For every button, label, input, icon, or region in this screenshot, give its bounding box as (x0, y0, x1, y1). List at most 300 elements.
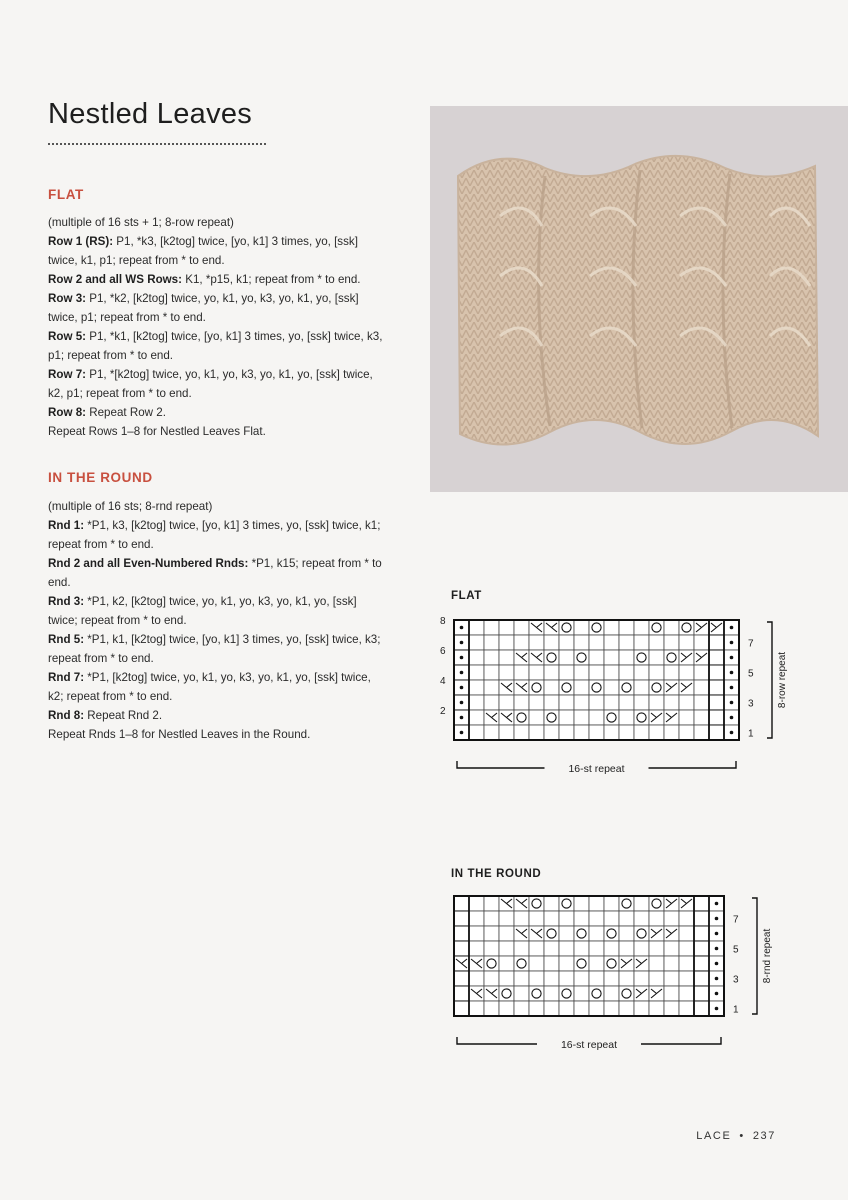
row-number: 2 (440, 706, 446, 717)
chart-cell (604, 710, 619, 725)
chart-cell (559, 680, 574, 695)
chart-cell (499, 725, 514, 740)
round-line-label: Rnd 7: (48, 671, 85, 684)
row-number: 5 (748, 668, 754, 680)
purl-symbol (730, 671, 734, 675)
chart-cell (559, 725, 574, 740)
round-line-label: Rnd 2 and all Even-Numbered Rnds: (48, 557, 249, 570)
chart-cell (514, 1001, 529, 1016)
flat-line-3 (48, 289, 386, 327)
round-line-label: Rnd 8: (48, 709, 85, 722)
chart-cell (694, 680, 709, 695)
round-line-label: Rnd 1: (48, 519, 85, 532)
round-chart-label: IN THE ROUND (451, 868, 542, 880)
chart-cell (634, 665, 649, 680)
chart-cell (559, 956, 574, 971)
chart-cell (604, 956, 619, 971)
chart-cell (544, 911, 559, 926)
chart-cell (469, 725, 484, 740)
flat-line-6 (48, 403, 386, 422)
chart-cell (589, 635, 604, 650)
purl-symbol (730, 626, 734, 630)
chart-cell (649, 695, 664, 710)
chart-cell (619, 911, 634, 926)
row-number: 3 (748, 698, 754, 710)
purl-symbol (715, 902, 719, 906)
purl-symbol (715, 947, 719, 951)
chart-cell (604, 896, 619, 911)
chart-cell (694, 635, 709, 650)
chart-cell (634, 941, 649, 956)
chart-cell (544, 941, 559, 956)
chart-cell (589, 941, 604, 956)
chart-cell (559, 911, 574, 926)
purl-symbol (730, 701, 734, 705)
knitted-swatch-image (430, 106, 848, 492)
chart-cell (679, 926, 694, 941)
purl-symbol (460, 671, 464, 675)
flat-heading: FLAT (48, 187, 84, 202)
chart-cell (649, 635, 664, 650)
chart-cell (634, 710, 649, 725)
round-line-label: Rnd 3: (48, 595, 85, 608)
flat-line-label: Row 3: (48, 292, 87, 305)
flat-line-text: Repeat Row 2. (86, 406, 166, 419)
chart-cell (574, 665, 589, 680)
chart-cell (589, 680, 604, 695)
chart-cell (514, 695, 529, 710)
round-heading: IN THE ROUND (48, 470, 153, 485)
chart-cell (499, 941, 514, 956)
chart-cell (514, 941, 529, 956)
chart-cell (679, 911, 694, 926)
row-number: 1 (748, 728, 754, 740)
chart-cell (529, 710, 544, 725)
chart-cell (514, 956, 529, 971)
flat-line-2 (48, 270, 386, 289)
chart-cell (544, 725, 559, 740)
chart-cell (574, 956, 589, 971)
chart-cell (649, 896, 664, 911)
chart-cell (634, 926, 649, 941)
chart-cell (574, 680, 589, 695)
chart-cell (649, 971, 664, 986)
flat-chart (420, 612, 788, 788)
chart-cell (709, 635, 724, 650)
chart-cell (559, 665, 574, 680)
purl-symbol (460, 716, 464, 720)
chart-cell (499, 650, 514, 665)
chart-cell (469, 650, 484, 665)
chart-cell (604, 911, 619, 926)
chart-cell (694, 665, 709, 680)
chart-cell (664, 911, 679, 926)
chart-cell (469, 971, 484, 986)
chart-cell (544, 680, 559, 695)
chart-cell (634, 1001, 649, 1016)
chart-cell (484, 695, 499, 710)
chart-cell (709, 725, 724, 740)
chart-cell (544, 971, 559, 986)
chart-cell (664, 635, 679, 650)
purl-symbol (460, 656, 464, 660)
flat-line-text: P1, *k3, [k2tog] twice, [yo, k1] 3 times, yo, [ssk] twice, k1, p1; repeat from * to end. (48, 235, 358, 267)
purl-symbol (460, 701, 464, 705)
chart-cell (529, 725, 544, 740)
flat-line-text: P1, *[k2tog] twice, yo, k1, yo, k3, yo, k1, yo, [ssk] twice, k2, p1; repeat from * to end. (48, 368, 373, 400)
chart-cell (484, 956, 499, 971)
chart-cell (559, 695, 574, 710)
flat-line-label: Row 5: (48, 330, 87, 343)
chart-cell (604, 986, 619, 1001)
chart-cell (634, 620, 649, 635)
purl-symbol (730, 641, 734, 645)
chart-cell (499, 956, 514, 971)
round-line-text: *P1, k2, [k2tog] twice, yo, k1, yo, k3, yo, k1, yo, [ssk] twice; repeat from * to end. (48, 595, 357, 627)
round-line-text: *P1, [k2tog] twice, yo, k1, yo, k3, yo, k1, yo, [ssk] twice, k2; repeat from * to end. (48, 671, 371, 703)
chart-cell (574, 695, 589, 710)
chart-cell (619, 650, 634, 665)
chart-cell (589, 1001, 604, 1016)
chart-cell (664, 956, 679, 971)
chart-cell (529, 956, 544, 971)
chart-cell (559, 635, 574, 650)
chart-cell (604, 725, 619, 740)
chart-cell (484, 896, 499, 911)
purl-symbol (730, 731, 734, 735)
chart-cell (649, 680, 664, 695)
chart-cell (619, 710, 634, 725)
chart-cell (454, 911, 469, 926)
chart-cell (514, 710, 529, 725)
row-repeat-label: 8-rnd repeat (762, 928, 773, 984)
chart-cell (664, 986, 679, 1001)
chart-cell (589, 725, 604, 740)
round-instructions (48, 497, 386, 744)
chart-cell (454, 986, 469, 1001)
row-repeat-bracket (752, 898, 757, 1014)
flat-line-4 (48, 327, 386, 365)
chart-cell (544, 695, 559, 710)
chart-cell (544, 635, 559, 650)
row-number: 6 (440, 646, 446, 657)
chart-cell (634, 695, 649, 710)
footer-section: LACE (696, 1130, 732, 1142)
purl-symbol (730, 716, 734, 720)
chart-cell (694, 926, 709, 941)
chart-cell (694, 695, 709, 710)
chart-cell (514, 725, 529, 740)
row-number: 5 (733, 944, 739, 956)
chart-cell (604, 926, 619, 941)
chart-cell (574, 650, 589, 665)
chart-cell (514, 635, 529, 650)
chart-cell (604, 971, 619, 986)
chart-cell (559, 926, 574, 941)
chart-cell (469, 695, 484, 710)
purl-symbol (730, 686, 734, 690)
chart-cell (499, 911, 514, 926)
chart-cell (694, 986, 709, 1001)
chart-cell (619, 725, 634, 740)
chart-cell (619, 971, 634, 986)
chart-cell (499, 986, 514, 1001)
chart-cell (664, 971, 679, 986)
round-line-text: Repeat Rnds 1–8 for Nestled Leaves in the Round. (48, 728, 311, 741)
round-line-4 (48, 630, 386, 668)
purl-symbol (715, 917, 719, 921)
chart-cell (469, 1001, 484, 1016)
chart-cell (499, 1001, 514, 1016)
chart-cell (604, 665, 619, 680)
chart-cell (679, 695, 694, 710)
chart-cell (574, 986, 589, 1001)
chart-cell (604, 635, 619, 650)
chart-cell (559, 620, 574, 635)
chart-cell (484, 680, 499, 695)
chart-cell (694, 725, 709, 740)
chart-cell (559, 650, 574, 665)
flat-line-text: P1, *k2, [k2tog] twice, yo, k1, yo, k3, yo, k1, yo, [ssk] twice, p1; repeat from * to end. (48, 292, 359, 324)
chart-cell (679, 665, 694, 680)
chart-cell (649, 665, 664, 680)
flat-line-text: (multiple of 16 sts + 1; 8-row repeat) (48, 216, 234, 229)
round-line-text: *P1, k3, [k2tog] twice, [yo, k1] 3 times, yo, [ssk] twice, k1; repeat from * to end. (48, 519, 381, 551)
round-line-label: Rnd 5: (48, 633, 85, 646)
chart-cell (529, 941, 544, 956)
chart-cell (619, 896, 634, 911)
chart-cell (559, 1001, 574, 1016)
chart-cell (559, 941, 574, 956)
round-line-0 (48, 497, 386, 516)
chart-cell (544, 986, 559, 1001)
flat-line-1 (48, 232, 386, 270)
chart-cell (694, 1001, 709, 1016)
round-line-2 (48, 554, 386, 592)
chart-cell (589, 695, 604, 710)
swatch-photo (430, 106, 848, 492)
row-number: 8 (440, 616, 446, 627)
chart-cell (529, 695, 544, 710)
chart-cell (619, 680, 634, 695)
flat-line-5 (48, 365, 386, 403)
chart-cell (634, 971, 649, 986)
chart-cell (634, 650, 649, 665)
chart-cell (469, 635, 484, 650)
chart-cell (694, 941, 709, 956)
chart-cell (589, 926, 604, 941)
chart-cell (619, 941, 634, 956)
chart-cell (589, 620, 604, 635)
chart-cell (709, 650, 724, 665)
chart-cell (469, 896, 484, 911)
chart-cell (484, 911, 499, 926)
chart-cell (484, 941, 499, 956)
flat-line-label: Row 7: (48, 368, 87, 381)
chart-cell (589, 650, 604, 665)
purl-symbol (715, 977, 719, 981)
chart-cell (664, 725, 679, 740)
stitch-repeat-label: 16-st repeat (560, 1039, 618, 1051)
row-repeat-label: 8-row repeat (777, 651, 788, 709)
chart-cell (559, 710, 574, 725)
stitch-repeat-label: 16-st repeat (568, 763, 625, 775)
row-number: 7 (748, 638, 754, 650)
chart-cell (574, 971, 589, 986)
flat-line-0 (48, 213, 386, 232)
chart-cell (694, 911, 709, 926)
chart-cell (664, 1001, 679, 1016)
flat-line-text: P1, *k1, [k2tog] twice, [yo, k1] 3 times, yo, [ssk] twice, k3, p1; repeat from * to end. (48, 330, 383, 362)
purl-symbol (715, 962, 719, 966)
chart-cell (649, 620, 664, 635)
chart-cell (454, 941, 469, 956)
chart-cell (529, 896, 544, 911)
round-line-6 (48, 706, 386, 725)
chart-cell (619, 695, 634, 710)
chart-cell (454, 896, 469, 911)
chart-cell (679, 1001, 694, 1016)
flat-line-7 (48, 422, 386, 441)
chart-cell (499, 635, 514, 650)
chart-cell (454, 926, 469, 941)
chart-cell (634, 635, 649, 650)
title-dotted-rule (48, 143, 266, 145)
chart-cell (574, 1001, 589, 1016)
chart-cell (514, 665, 529, 680)
chart-cell (604, 695, 619, 710)
chart-cell (679, 710, 694, 725)
chart-cell (529, 665, 544, 680)
chart-cell (484, 1001, 499, 1016)
purl-symbol (460, 641, 464, 645)
chart-cell (469, 620, 484, 635)
chart-cell (574, 911, 589, 926)
chart-cell (649, 941, 664, 956)
chart-cell (604, 941, 619, 956)
flat-chart-label: FLAT (451, 590, 482, 602)
chart-cell (664, 650, 679, 665)
purl-symbol (715, 1007, 719, 1011)
chart-cell (574, 941, 589, 956)
chart-cell (469, 710, 484, 725)
chart-cell (514, 971, 529, 986)
chart-cell (589, 986, 604, 1001)
chart-cell (529, 971, 544, 986)
chart-cell (544, 665, 559, 680)
chart-cell (604, 1001, 619, 1016)
chart-cell (589, 896, 604, 911)
row-number: 3 (733, 974, 739, 986)
purl-symbol (460, 731, 464, 735)
chart-cell (514, 986, 529, 1001)
chart-cell (544, 956, 559, 971)
chart-cell (529, 1001, 544, 1016)
flat-line-label: Row 8: (48, 406, 87, 419)
chart-cell (694, 710, 709, 725)
chart-cell (664, 695, 679, 710)
chart-cell (469, 680, 484, 695)
chart-cell (499, 695, 514, 710)
chart-cell (499, 620, 514, 635)
chart-cell (484, 926, 499, 941)
chart-cell (619, 1001, 634, 1016)
round-line-5 (48, 668, 386, 706)
chart-cell (574, 620, 589, 635)
row-number: 4 (440, 676, 446, 687)
chart-cell (529, 635, 544, 650)
chart-cell (454, 1001, 469, 1016)
chart-cell (619, 665, 634, 680)
chart-cell (589, 971, 604, 986)
row-repeat-bracket (767, 622, 772, 738)
chart-cell (604, 680, 619, 695)
chart-cell (574, 896, 589, 911)
chart-cell (679, 620, 694, 635)
round-line-text: *P1, k15; repeat from * to end. (48, 557, 382, 589)
chart-cell (679, 725, 694, 740)
chart-cell (679, 941, 694, 956)
chart-cell (619, 620, 634, 635)
chart-cell (679, 986, 694, 1001)
chart-cell (634, 725, 649, 740)
chart-cell (559, 986, 574, 1001)
chart-cell (589, 710, 604, 725)
chart-cell (649, 650, 664, 665)
chart-cell (574, 710, 589, 725)
chart-cell (589, 911, 604, 926)
chart-cell (484, 665, 499, 680)
chart-cell (499, 665, 514, 680)
chart-cell (664, 665, 679, 680)
chart-cell (469, 911, 484, 926)
chart-cell (484, 725, 499, 740)
chart-cell (664, 941, 679, 956)
chart-cell (709, 680, 724, 695)
flat-line-text: Repeat Rows 1–8 for Nestled Leaves Flat. (48, 425, 266, 438)
chart-cell (484, 971, 499, 986)
chart-cell (709, 710, 724, 725)
chart-cell (589, 665, 604, 680)
chart-cell (484, 635, 499, 650)
chart-cell (634, 911, 649, 926)
chart-cell (499, 971, 514, 986)
chart-cell (589, 956, 604, 971)
chart-cell (664, 620, 679, 635)
chart-cell (574, 635, 589, 650)
chart-cell (544, 710, 559, 725)
chart-cell (619, 986, 634, 1001)
purl-symbol (730, 656, 734, 660)
chart-cell (484, 620, 499, 635)
chart-cell (604, 620, 619, 635)
flat-line-label: Row 1 (RS): (48, 235, 114, 248)
round-line-text: (multiple of 16 sts; 8-rnd repeat) (48, 500, 213, 513)
chart-cell (574, 725, 589, 740)
purl-symbol (715, 932, 719, 936)
chart-cell (649, 725, 664, 740)
round-line-text: *P1, k1, [k2tog] twice, [yo, k1] 3 times, yo, [ssk] twice, k3; repeat from * to end. (48, 633, 381, 665)
page-number: 237 (752, 1130, 776, 1142)
chart-cell (499, 926, 514, 941)
chart-cell (574, 926, 589, 941)
chart-cell (454, 971, 469, 986)
chart-cell (649, 956, 664, 971)
chart-cell (649, 1001, 664, 1016)
chart-cell (469, 926, 484, 941)
footer-separator: • (739, 1130, 745, 1142)
page-title: Nestled Leaves (48, 98, 253, 130)
